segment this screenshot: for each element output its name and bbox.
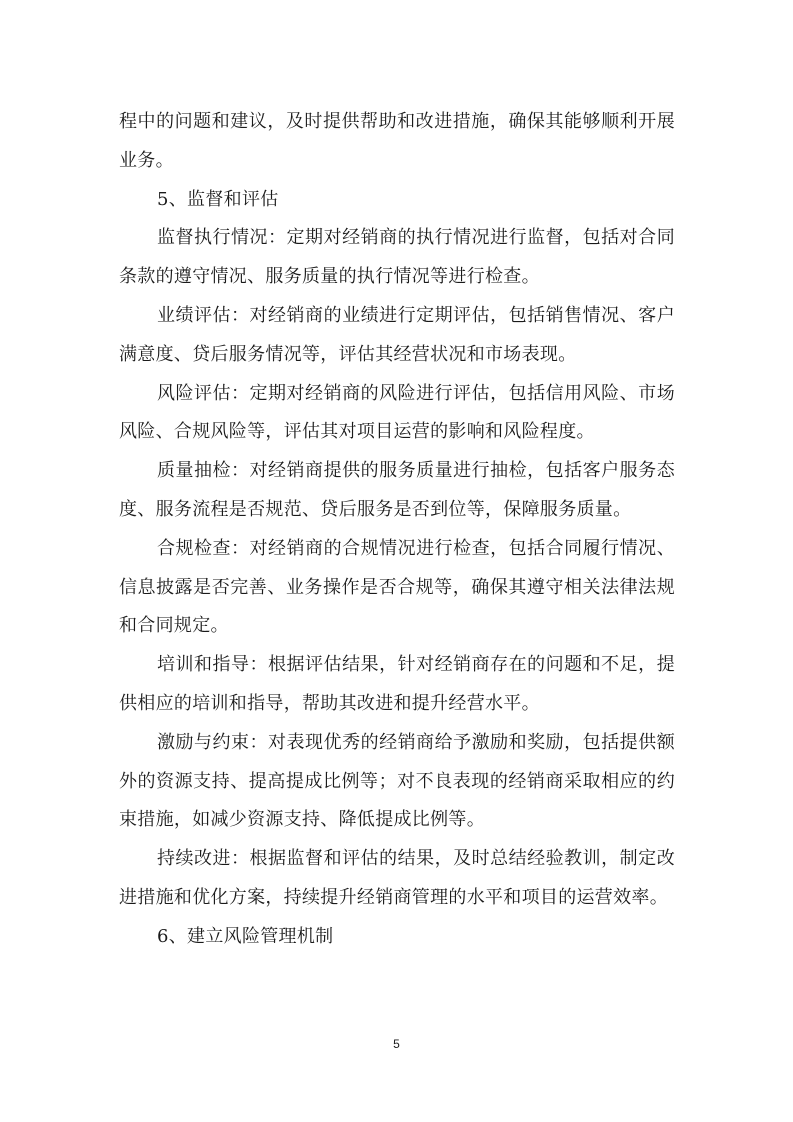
body-text [119,103,675,957]
section-heading-monitoring: 5、监督和评估 [157,188,279,210]
paragraph-compliance-check: 合规检查：对经销商的合规情况进行检查，包括合同履行情况、信息披露是否完善、业务操作是否合规等，确保其遵守相关法律法规和合同规定。 [119,537,675,637]
paragraph-incentive-constraint: 激励与约束：对表现优秀的经销商给予激励和奖励，包括提供额外的资源支持、提高提成比例等；对不良表现的经销商采取相应的约束措施，如减少资源支持、降低提成比例等。 [119,731,675,831]
paragraph-training-guidance: 培训和指导：根据评估结果，针对经销商存在的问题和不足，提供相应的培训和指导，帮助其改进和提升经营水平。 [119,654,675,714]
section-heading-risk-management: 6、建立风险管理机制 [157,925,334,947]
paragraph-supervise-execution: 监督执行情况：定期对经销商的执行情况进行监督，包括对合同条款的遵守情况、服务质量的执行情况等进行检查。 [119,227,675,288]
paragraph-continuous-improvement: 持续改进：根据监督和评估的结果，及时总结经验教训，制定改进措施和优化方案，持续提升经销商管理的水平和项目的运营效率。 [119,848,675,908]
paragraph-quality-sampling: 质量抽检：对经销商提供的服务质量进行抽检，包括客户服务态度、服务流程是否规范、贷后服务是否到位等，保障服务质量。 [119,460,675,520]
paragraph-performance-evaluation: 业绩评估：对经销商的业绩进行定期评估，包括销售情况、客户满意度、贷后服务情况等，评估其经营状况和市场表现。 [119,304,675,365]
page-number: 5 [393,1037,400,1051]
paragraph-continuation: 程中的问题和建议，及时提供帮助和改进措施，确保其能够顺利开展业务。 [119,111,675,171]
paragraph-risk-assessment: 风险评估：定期对经销商的风险进行评估，包括信用风险、市场风险、合规风险等，评估其对项目运营的影响和风险程度。 [119,382,675,443]
